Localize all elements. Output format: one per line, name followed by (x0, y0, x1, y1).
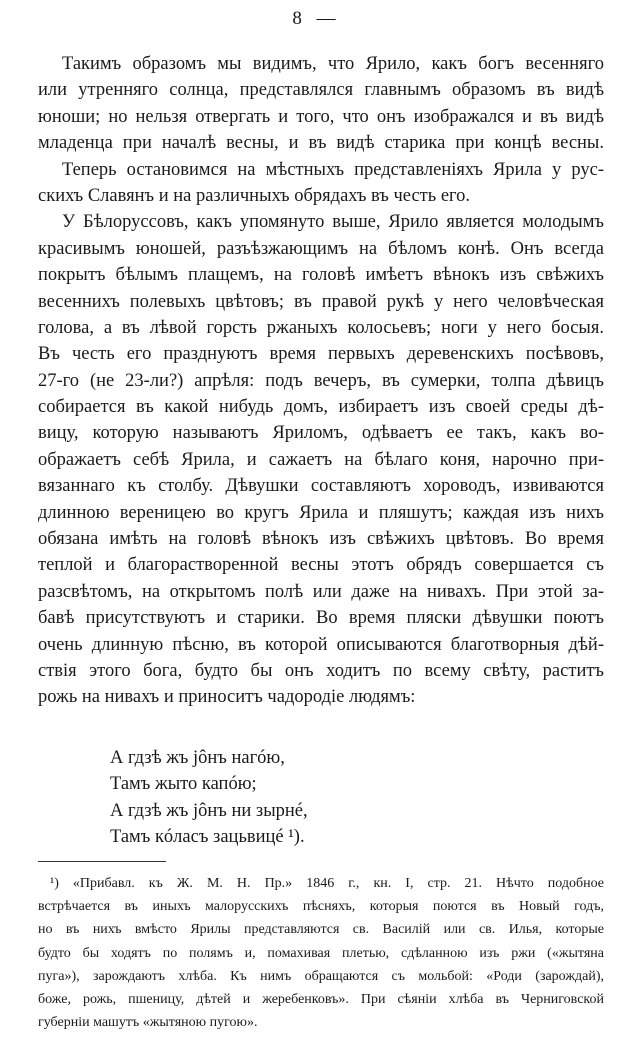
text-line: рожь на нивахъ и приноситъ чадородіе людямъ: (38, 687, 416, 708)
text-line: ствія этого бога, будто бы онъ ходитъ по всему свѣту, раститъ (38, 660, 604, 681)
text-line: младенца при началѣ весны, и въ видѣ старика при концѣ весны. (38, 133, 604, 154)
text-line: Въ честь его празднуютъ время первыхъ деревенскихъ посѣвовъ, (38, 344, 604, 365)
text-line: собирается въ какой нибудь домъ, избираетъ изъ своей среды дѣ- (38, 397, 604, 418)
text-line: голова, а въ лѣвой горсть ржаныхъ колосьевъ; ноги у него босыя. (38, 317, 604, 338)
text-line: или утренняго солнца, представлялся главнымъ образомъ въ видѣ (38, 80, 604, 101)
text-line: У Бѣлоруссовъ, какъ упомянуто выше, Ярило является молодымъ (62, 212, 604, 233)
text-line: длинною вереницею во кругъ Ярила и пляшутъ; каждая изъ нихъ (38, 502, 604, 523)
text-line: Теперь остановимся на мѣстныхъ представленіяхъ Ярила у рус- (62, 159, 604, 180)
text-line: вицу, которую называютъ Яриломъ, одѣваетъ ее такъ, какъ во- (38, 423, 604, 444)
page-number: 8 (292, 8, 302, 29)
text-line: скихъ Славянъ и на различныхъ обрядахъ въ честь его. (38, 185, 471, 206)
text-line: теплой и благорастворенной весны этотъ обрядъ совершается съ (38, 555, 604, 576)
footnote-divider (38, 861, 166, 862)
footnote-line: губерніи машутъ «жытяною пугою». (38, 1015, 258, 1031)
footnote-line: пуга»), зарождаютъ хлѣба. Къ нимъ обращаются съ мольбой: «Роди (зарождай), (38, 968, 604, 984)
footnote-line: боже, рожь, пшеницу, дѣтей и жеребенковъ». При сѣяніи хлѣба въ Черниговской (38, 991, 604, 1007)
verse-line: Тамъ жыто капóю; (110, 774, 257, 795)
footnote-line: но въ нихъ вмѣсто Ярилы представляются св. Василій или св. Илья, которые (38, 922, 604, 938)
text-line: весеннихъ полевыхъ цвѣтовъ; въ правой рукѣ у него человѣческая (38, 291, 604, 312)
text-line: бавѣ присутствуютъ и старики. Во время пляски дѣвушки поютъ (38, 608, 604, 629)
footnotes (38, 872, 604, 1034)
footnote-line: встрѣчается въ иныхъ малорусскихъ пѣсняхъ, которыя поются въ Новый годъ, (38, 899, 604, 915)
text-line: разсвѣтомъ, на открытомъ полѣ или даже на нивахъ. При этой за- (38, 581, 604, 602)
text-line: очень длинную пѣсню, въ которой описываются благотворныя дѣй- (38, 634, 604, 655)
text-line: юноши; но нельзя отвергать и того, что онъ изображался и въ видѣ (38, 106, 604, 127)
song-verse (110, 745, 510, 851)
text-line: ображаетъ себѣ Ярила, и сажаетъ на бѣлаго коня, нарочно при- (38, 449, 604, 470)
header-dash: — (316, 8, 336, 29)
text-line: покрытъ бѣлымъ плащемъ, на головѣ имѣетъ вѣнокъ изъ свѣжихъ (38, 265, 604, 286)
verse-line: А гдзѣ жъ jôнъ нагóю, (110, 748, 285, 768)
footnote-line: будто бы ходятъ по полямъ и, помахивая плетью, сдѣланною изъ ржи («жытяна (38, 945, 604, 961)
main-text (38, 51, 604, 711)
text-line: обязана имѣть на головѣ вѣнокъ изъ свѣжихъ цвѣтовъ. Во время (38, 529, 604, 550)
verse-line: А гдзѣ жъ jôнъ ни зырнé, (110, 800, 308, 821)
text-line: красивымъ юношей, разъѣзжающимъ на бѣломъ конѣ. Онъ всегда (38, 238, 604, 259)
verse-line: Тамъ кóласъ зацьвицé ¹). (110, 827, 305, 848)
page-header (0, 8, 628, 30)
text-line: 27-го (не 23-ли?) апрѣля: подъ вечеръ, въ сумерки, толпа дѣвицъ (38, 370, 604, 391)
text-line: вязаннаго къ столбу. Дѣвушки составляютъ хороводъ, извиваются (38, 476, 604, 497)
text-line: Такимъ образомъ мы видимъ, что Ярило, какъ богъ весенняго (62, 54, 604, 74)
footnote-line: ¹) «Прибавл. къ Ж. М. Н. Пр.» 1846 г., кн. I, стр. 21. Нѣчто подобное (50, 876, 604, 891)
